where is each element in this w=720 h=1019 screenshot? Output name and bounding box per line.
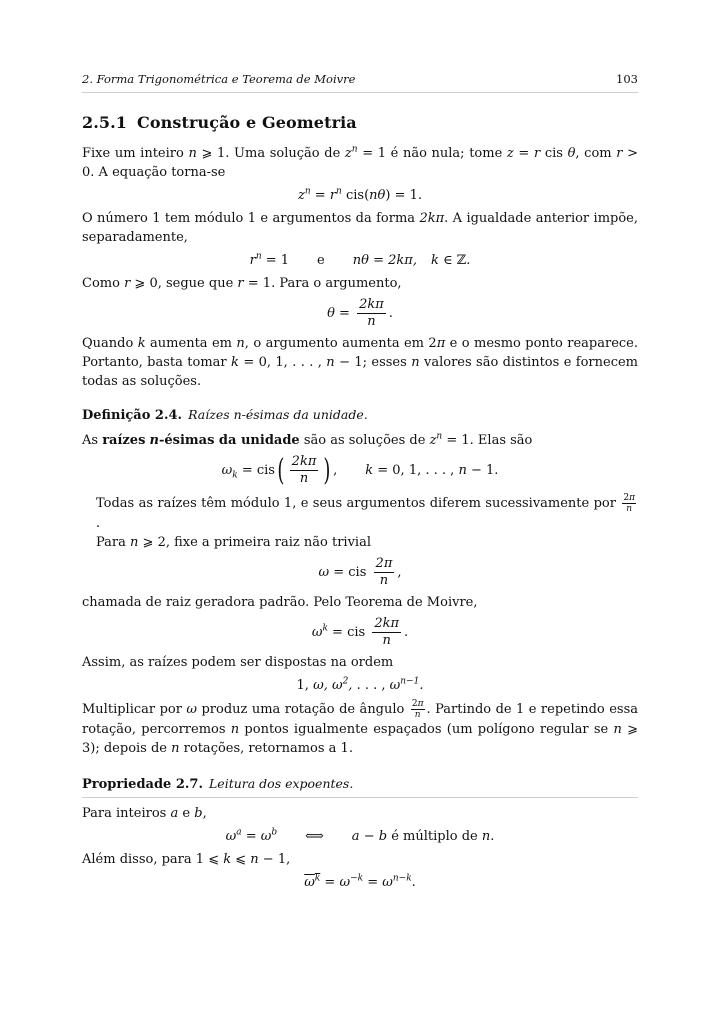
definition-title: Raízes n-ésimas da unidade.	[188, 407, 368, 422]
paragraph: Todas as raízes têm módulo 1, e seus argumentos diferem sucessivamente por $\frac{2\pi}{n}$ .	[96, 493, 635, 531]
paragraph: Multiplicar por ω produz uma rotação de ângulo $\frac{2\pi}{n}$ . Partindo de 1 e repetindo essa rotação, percorremos n pontos igualmente espaçados (um polígono regular se n ⩾ 3); depois de n rotações, retornamos a 1.	[82, 699, 639, 756]
paragraph: O número 1 tem módulo 1 e argumentos da forma 2kπ. A igualdade anterior impõe, separadamente,	[82, 211, 638, 245]
section-number: 2.5.1	[82, 113, 128, 132]
equation: $z^n = r^n$ cis(nθ) = 1.	[297, 186, 422, 203]
equation: $\omega^k = \omega^{-k} = \omega^{n-k}$.	[304, 873, 416, 890]
equation: $\omega^k$ = cis $\frac{2k\pi}{n}$ .	[311, 616, 409, 648]
definition-label: Definição 2.4.	[82, 408, 183, 423]
property-heading	[82, 774, 638, 798]
paragraph: chamada de raiz geradora padrão. Pelo Teorema de Moivre,	[82, 595, 478, 610]
property-body: Para inteiros a e b,	[82, 806, 207, 821]
running-title: 2. Forma Trigonométrica e Teorema de Moivre	[82, 72, 356, 86]
running-header	[82, 70, 638, 93]
paragraph: Quando k aumenta em n, o argumento aumenta em 2π e o mesmo ponto reaparece. Portanto, basta tomar k = 0, 1, . . . , n − 1; esses n valores são distintos e fornecem todas as soluções.	[82, 336, 639, 389]
definition-heading	[82, 405, 638, 425]
section-title: Construção e Geometria	[137, 113, 357, 132]
paragraph: Além disso, para 1 ⩽ k ⩽ n − 1,	[82, 852, 291, 867]
equation: $r^n = 1$ e nθ = 2kπ, k ∈ ℤ.	[249, 251, 471, 268]
paragraph: Para n ⩾ 2, fixe a primeira raiz não trivial	[96, 535, 371, 550]
definition-body: As raízes n-ésimas da unidade são as soluções de $z^n = 1$. Elas são	[82, 431, 533, 448]
section-heading	[82, 113, 638, 132]
paragraph: Assim, as raízes podem ser dispostas na ordem	[82, 655, 394, 670]
page-content	[82, 70, 638, 896]
property-label: Propriedade 2.7.	[82, 777, 203, 792]
paragraph: Fixe um inteiro n ⩾ 1. Uma solução de $z^n = 1$ é não nula; tome z = r cis θ, com r > 0. A equação torna-se	[82, 144, 638, 180]
property-title: Leitura dos expoentes.	[209, 776, 354, 791]
equation: $\omega_k = cis$( $\frac{2k\pi}{n}$ ) , k = 0, 1, . . . , n − 1.	[221, 452, 499, 488]
equation: 1, ω, $\omega^2$, . . . , $\omega^{n-1}$.	[296, 676, 424, 693]
equation: ω = cis $\frac{2\pi}{n}$ ,	[318, 556, 402, 588]
equation: $\omega^a = \omega^b$ ⟺ a − b é múltiplo de n.	[225, 827, 495, 844]
page-number: 103	[616, 72, 638, 86]
equation: θ = $\frac{2k\pi}{n}$ .	[327, 297, 393, 329]
paragraph: Como r ⩾ 0, segue que r = 1. Para o argumento,	[82, 276, 402, 291]
